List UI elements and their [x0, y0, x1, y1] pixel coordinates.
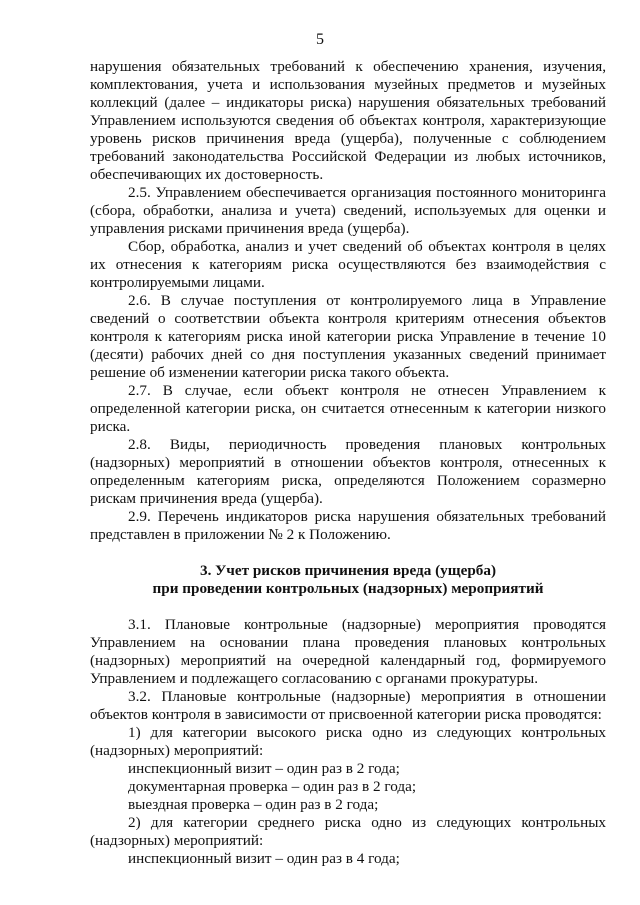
list-item: инспекционный визит – один раз в 2 года; — [128, 760, 400, 777]
spacer — [90, 544, 606, 562]
paragraph: 2.9. Перечень индикаторов риска нарушения обязательных требований представлен в приложении № 2 к Положению. — [90, 508, 606, 543]
paragraph: 2.6. В случае поступления от контролируемого лица в Управление сведений о соответствии объекта контроля критериям отнесения объектов контроля к категориям риска иной категории риска Управление в течение 10 (десяти) рабочих дней со дня поступления указанных сведений принимает решение об изменении категории риска такого объекта. — [90, 292, 606, 381]
paragraph: нарушения обязательных требований к обеспечению хранения, изучения, комплектования, учета и использования музейных предметов и музейных коллекций (далее – индикаторы риска) нарушения обязательных требований Управлением используются сведения об объектах контроля, характеризующие уровень рисков причинения вреда (ущерба), полученные с соблюдением требований законодательства Российской Федерации из любых источников, обеспечивающих их достоверность. — [90, 58, 606, 183]
paragraph: 3.1. Плановые контрольные (надзорные) мероприятия проводятся Управлением на основании плана проведения плановых контрольных (надзорных) мероприятий на очередной календарный год, формируемого Управлением и подлежащего согласованию с органами прокуратуры. — [90, 616, 606, 687]
paragraph: 1) для категории высокого риска одно из следующих контрольных (надзорных) мероприятий: — [90, 724, 606, 759]
paragraph: 2) для категории среднего риска одно из следующих контрольных (надзорных) мероприятий: — [90, 814, 606, 849]
paragraph: 2.8. Виды, периодичность проведения плановых контрольных (надзорных) мероприятий в отношении объектов контроля, отнесенных к определенным категориям риска, определяются Положением соразмерно рискам причинения вреда (ущерба). — [90, 436, 606, 507]
document-body — [90, 58, 606, 868]
list-item: выездная проверка – один раз в 2 года; — [128, 796, 379, 813]
list-item: инспекционный визит – один раз в 4 года; — [128, 850, 400, 867]
paragraph: 3.2. Плановые контрольные (надзорные) мероприятия в отношении объектов контроля в зависимости от присвоенной категории риска проводятся: — [90, 688, 606, 723]
page-number: 5 — [316, 31, 324, 48]
paragraph: 2.5. Управлением обеспечивается организация постоянного мониторинга (сбора, обработки, анализа и учета) сведений, используемых для оценки и управления рисками причинения вреда (ущерба). — [90, 184, 606, 237]
list-item: документарная проверка – один раз в 2 года; — [128, 778, 417, 795]
section-title-line1: 3. Учет рисков причинения вреда (ущерба) — [199, 562, 497, 579]
section-title-line2: при проведении контрольных (надзорных) мероприятий — [152, 580, 544, 597]
spacer — [90, 598, 606, 616]
paragraph: Сбор, обработка, анализ и учет сведений об объектах контроля в целях их отнесения к категориям риска осуществляются без взаимодействия с контролируемыми лицами. — [90, 238, 606, 291]
paragraph: 2.7. В случае, если объект контроля не отнесен Управлением к определенной категории риска, он считается отнесенным к категории низкого риска. — [90, 382, 606, 435]
